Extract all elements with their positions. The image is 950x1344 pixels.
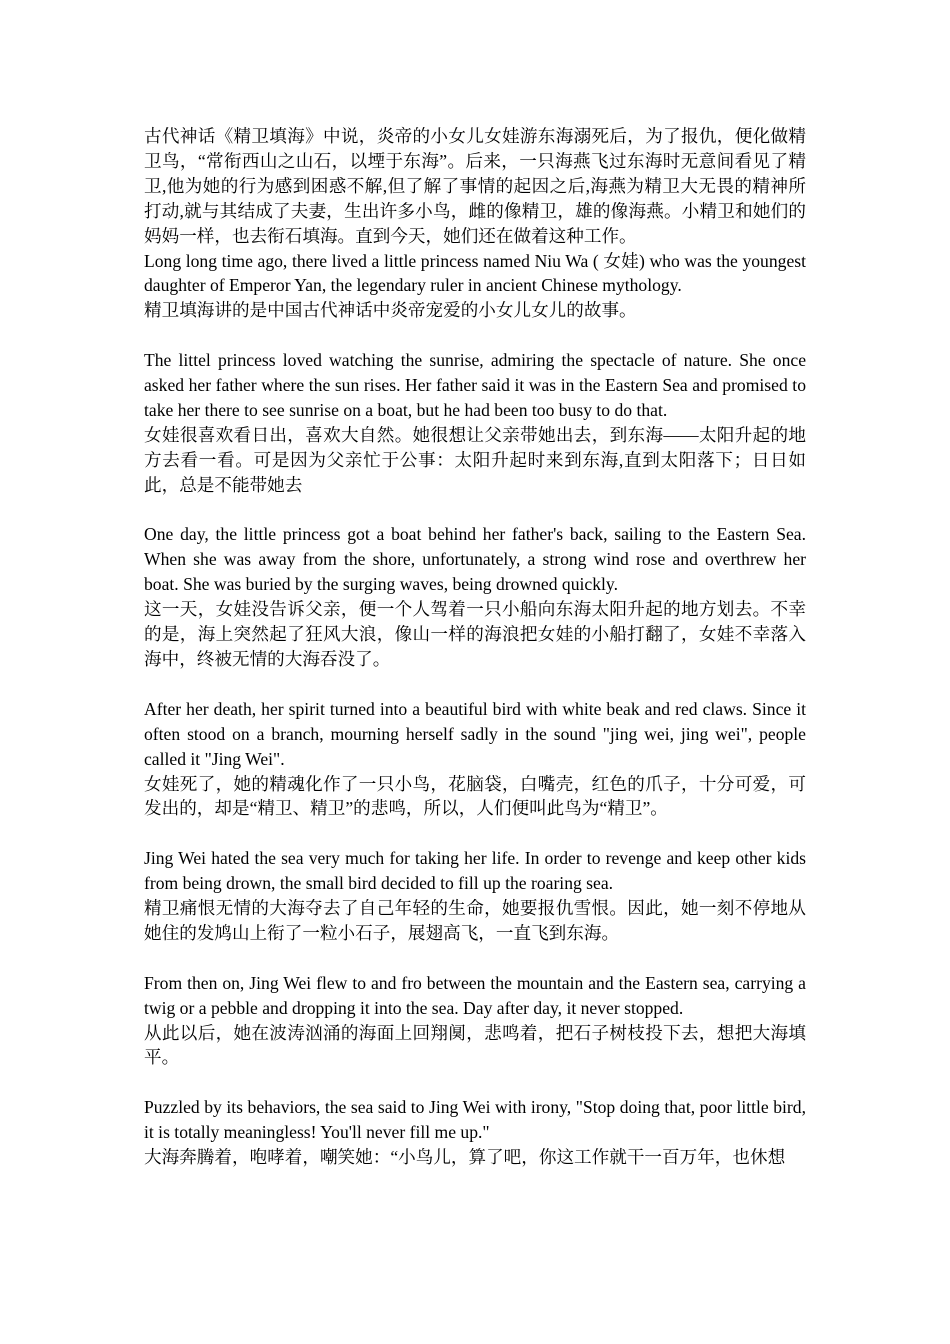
- paragraph-text-en: Jing Wei hated the sea very much for taking her life. In order to revenge and keep other kids from being drown, the small bird decided to fill up the roaring sea.: [144, 848, 806, 894]
- paragraph-sunrise: [144, 348, 806, 497]
- paragraph-text-zh: 女娃死了，她的精魂化作了一只小鸟，花脑袋，白嘴壳，红色的爪子，十分可爱，可发出的，却是“精卫、精卫”的悲鸣，所以，人们便叫此鸟为“精卫”。: [144, 773, 806, 819]
- paragraph-flying: [144, 971, 806, 1071]
- document-body: [144, 124, 806, 1195]
- paragraph-boat: [144, 522, 806, 671]
- paragraph-text-zh: 女娃很喜欢看日出，喜欢大自然。她很想让父亲带她出去，到东海——太阳升起的地方去看一看。可是因为父亲忙于公事：太阳升起时来到东海,直到太阳落下；日日如此，总是不能带她去: [144, 424, 806, 495]
- paragraph-text-en: The littel princess loved watching the sunrise, admiring the spectacle of nature. She once asked her father where the sun rises. Her father said it was in the Eastern Sea and promised to take her there to see sunrise on a boat, but he had been too busy to do that.: [144, 350, 806, 420]
- paragraph-text-en: After her death, her spirit turned into a beautiful bird with white beak and red claws. Since it often stood on a branch, mourning herself sadly in the sound "jing wei, jing wei", people called it "Jing Wei".: [144, 698, 806, 769]
- paragraph-text-zh: 精卫痛恨无情的大海夺去了自己年轻的生命，她要报仇雪恨。因此，她一刻不停地从她住的发鸠山上衔了一粒小石子，展翅高飞，一直飞到东海。: [144, 898, 806, 943]
- paragraph-text-en: From then on, Jing Wei flew to and fro between the mountain and the Eastern sea, carrying a twig or a pebble and dropping it into the sea. Day after day, it never stopped.: [144, 972, 806, 1018]
- paragraph-intro: [144, 124, 806, 323]
- paragraph-revenge: [144, 846, 806, 946]
- paragraph-text-en: Puzzled by its behaviors, the sea said to Jing Wei with irony, "Stop doing that, poor little bird, it is totally meaningless! You'll never fill me up.": [144, 1097, 806, 1143]
- paragraph-sea-irony: [144, 1095, 806, 1170]
- paragraph-text-zh: 这一天，女娃没告诉父亲，便一个人驾着一只小船向东海太阳升起的地方划去。不幸的是，海上突然起了狂风大浪，像山一样的海浪把女娃的小船打翻了，女娃不幸落入海中，终被无情的大海吞没了。: [144, 599, 806, 669]
- paragraph-text-en: Long long time ago, there lived a little princess named Niu Wa ( 女娃) who was the youngest daughter of Emperor Yan, the legendary ruler in ancient Chinese mythology.: [144, 250, 806, 296]
- paragraph-text-zh: 精卫填海讲的是中国古代神话中炎帝宠爱的小女儿女儿的故事。: [144, 300, 637, 321]
- paragraph-spirit-bird: [144, 697, 806, 822]
- paragraph-text-en: One day, the little princess got a boat behind her father's back, sailing to the Eastern Sea. When she was away from the shore, unfortunately, a strong wind rose and overthrew her boat. She was buried by the surging waves, being drowned quickly.: [144, 524, 806, 595]
- paragraph-text-zh: 古代神话《精卫填海》中说，炎帝的小女儿女娃游东海溺死后，为了报仇，便化做精卫鸟，“常衔西山之山石，以堙于东海”。后来，一只海燕飞过东海时无意间看见了精卫,他为她的行为感到困惑不解,但了解了事情的起因之后,海燕为精卫大无畏的精神所打动,就与其结成了夫妻，生出许多小鸟，雌的像精卫，雄的像海燕。小精卫和她们的妈妈一样，也去衔石填海。直到今天，她们还在做着这种工作。: [144, 126, 806, 246]
- paragraph-text-zh: 从此以后，她在波涛汹涌的海面上回翔阒，悲鸣着，把石子树枝投下去，想把大海填平。: [144, 1022, 806, 1068]
- paragraph-text-zh: 大海奔腾着，咆哮着，嘲笑她：“小鸟儿，算了吧，你这工作就干一百万年，也休想: [144, 1147, 786, 1168]
